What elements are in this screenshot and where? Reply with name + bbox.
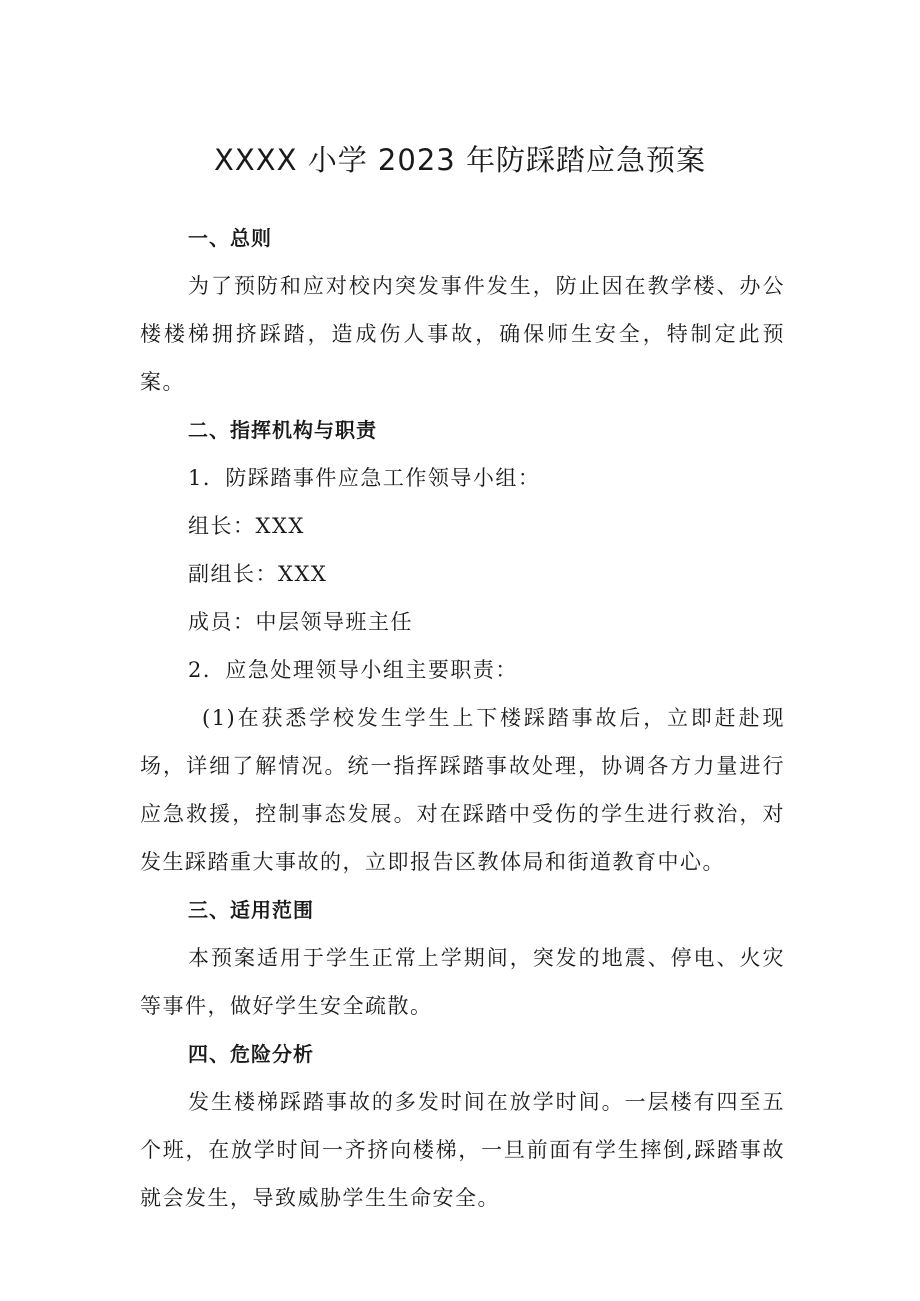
section-heading-scope: 三、适用范围 (188, 898, 314, 922)
paragraph-general: 为了预防和应对校内突发事件发生，防止因在教学楼、办公楼楼梯拥挤踩踏，造成伤人事故，确保师生安全，特制定此预案。 (140, 274, 785, 394)
line-leading-group: 1．防踩踏事件应急工作领导小组： (188, 466, 541, 490)
line-members: 成员：中层领导班主任 (188, 610, 413, 634)
section-heading-risk: 四、危险分析 (188, 1042, 314, 1066)
document-title: XXXX 小学 2023 年防踩踏应急预案 (214, 143, 706, 177)
section-heading-command: 二、指挥机构与职责 (188, 418, 377, 442)
document-body (140, 214, 785, 1222)
section-heading-general: 一、总则 (188, 226, 272, 250)
line-duties: 2．应急处理领导小组主要职责： (188, 658, 518, 682)
line-group-leader: 组长：XXX (188, 514, 305, 538)
line-deputy-leader: 副组长：XXX (188, 562, 328, 586)
paragraph-duty-item-1: (1)在获悉学校发生学生上下楼踩踏事故后，立即赶赴现场，详细了解情况。统一指挥踩踏事故处理，协调各方力量进行应急救援，控制事态发展。对在踩踏中受伤的学生进行救治，对发生踩踏重大事故的，立即报告区教体局和街道教育中心。 (140, 706, 785, 874)
paragraph-risk: 发生楼梯踩踏事故的多发时间在放学时间。一层楼有四至五个班，在放学时间一齐挤向楼梯，一旦前面有学生摔倒,踩踏事故就会发生，导致威胁学生生命安全。 (140, 1090, 785, 1210)
paragraph-scope: 本预案适用于学生正常上学期间，突发的地震、停电、火灾等事件，做好学生安全疏散。 (140, 946, 785, 1018)
